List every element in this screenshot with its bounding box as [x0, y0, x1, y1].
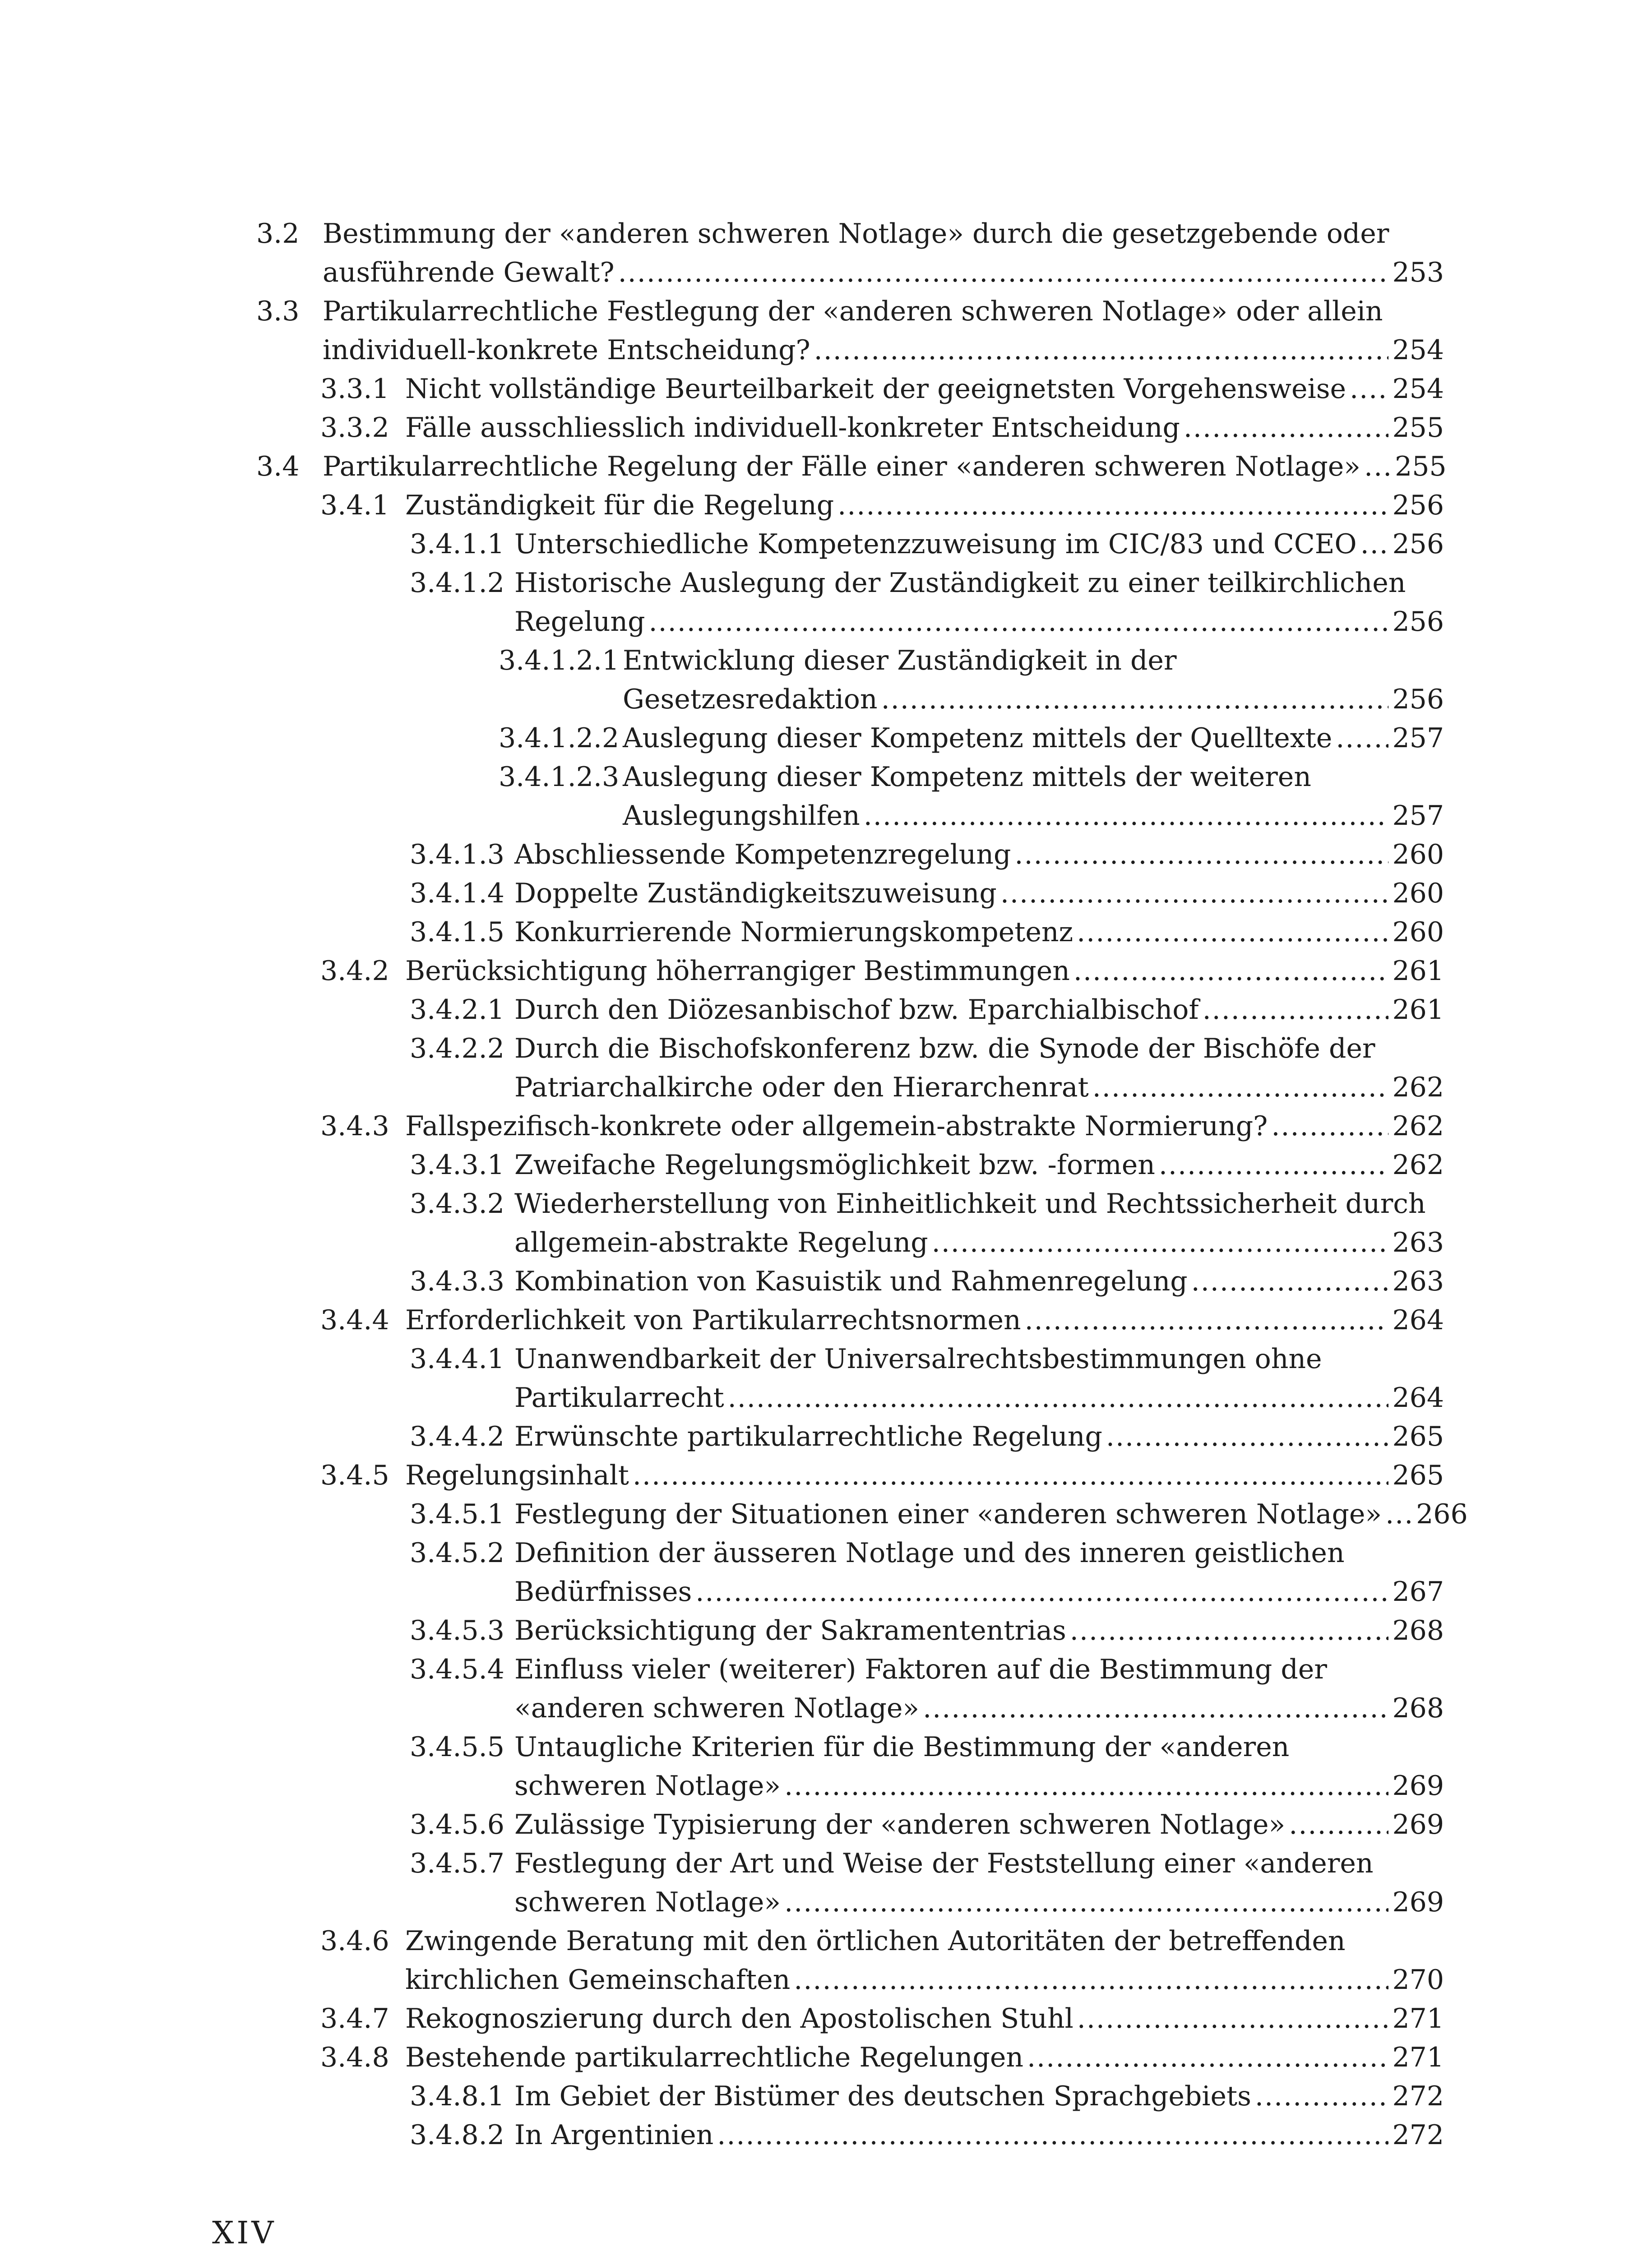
dot-leader [633, 1456, 1389, 1495]
toc-entry-title [514, 1495, 1468, 1534]
toc-entry-last-line [514, 1572, 1444, 1611]
toc-entry-number: 3.4.4.1 [410, 1343, 504, 1375]
toc-entry-page: 265 [1392, 1460, 1444, 1491]
toc-entry-title-text: schweren Notlage» [514, 1770, 781, 1802]
toc-entry-number: 3.4.1 [320, 490, 389, 521]
toc-entry-title-line: Historische Auslegung der Zuständigkeit zu einer teilkirchlichen [514, 567, 1406, 599]
toc-entry-number: 3.4.5.6 [410, 1809, 504, 1840]
toc-entry-number: 3.4.5.2 [410, 1537, 504, 1569]
toc-entry-title-text: Partikularrecht [514, 1382, 724, 1414]
dot-leader [1027, 2038, 1388, 2077]
toc-entry[interactable] [0, 1417, 1652, 1456]
toc-entry-page: 262 [1392, 1149, 1444, 1181]
toc-entry-number: 3.4.3 [320, 1110, 389, 1142]
toc-entry-title [514, 1417, 1444, 1456]
toc-entry-last-line [514, 1417, 1444, 1456]
dot-leader [1289, 1805, 1388, 1844]
toc-entry-title-text: Durch den Diözesanbischof bzw. Eparchialbischof [514, 994, 1199, 1026]
toc-entry-title-line: Auslegung dieser Kompetenz mittels der weiteren [623, 761, 1311, 793]
toc-entry-last-line [514, 835, 1444, 874]
toc-entry-number: 3.4.8 [320, 2042, 389, 2073]
toc-entry[interactable] [0, 835, 1652, 874]
toc-entry-page: 256 [1392, 528, 1444, 560]
toc-entry[interactable] [0, 2077, 1652, 2116]
toc-entry[interactable] [0, 990, 1652, 1029]
toc-entry-last-line [514, 1262, 1444, 1301]
toc-entry-last-line [514, 1495, 1468, 1534]
toc-entry-title-text: Auslegungshilfen [623, 800, 860, 832]
toc-entry-title-text: Zulässige Typisierung der «anderen schweren Notlage» [514, 1809, 1286, 1840]
dot-leader [1077, 913, 1388, 952]
page-number: XIV [212, 2215, 277, 2251]
toc-entry-number: 3.4.1.2.1 [499, 645, 620, 676]
toc-entry-title-line: Unanwendbarkeit der Universalrechtsbestimmungen ohne [514, 1343, 1322, 1375]
toc-entry-title-line: Partikularrechtliche Festlegung der «anderen schweren Notlage» oder allein [323, 296, 1383, 327]
toc-entry-title [514, 1534, 1444, 1611]
toc-entry-page: 269 [1392, 1809, 1444, 1840]
toc-entry-title [405, 1922, 1444, 1999]
toc-entry-number: 3.3.1 [320, 373, 389, 405]
dot-leader [838, 486, 1388, 525]
toc-entry-title-text: individuell-konkrete Entscheidung? [323, 334, 810, 366]
dot-leader [1336, 719, 1388, 758]
dot-leader [1077, 1999, 1389, 2038]
toc-entry[interactable] [0, 1534, 1652, 1611]
toc-entry-title [514, 1146, 1444, 1184]
toc-entry-title-text: Unterschiedliche Kompetenzzuweisung im CIC/83 und CCEO [514, 528, 1357, 560]
toc-entry-last-line [514, 1378, 1444, 1417]
toc-entry-last-line [405, 1107, 1444, 1146]
dot-leader [1360, 525, 1389, 564]
dot-leader [814, 331, 1389, 370]
toc-entry[interactable] [0, 1495, 1652, 1534]
toc-entry-title-text: Zuständigkeit für die Regelung [405, 490, 834, 521]
toc-entry-title-text: Bestehende partikularrechtliche Regelungen [405, 2042, 1023, 2073]
toc-entry-title-line: Festlegung der Art und Weise der Feststellung einer «anderen [514, 1848, 1374, 1879]
toc-entry-title [514, 1611, 1444, 1650]
toc-entry-page: 264 [1392, 1304, 1444, 1336]
toc-entry-last-line [405, 486, 1444, 525]
toc-entry-title-text: ausführende Gewalt? [323, 257, 615, 288]
toc-entry-page: 255 [1395, 451, 1447, 482]
toc-entry[interactable] [0, 292, 1652, 370]
toc-entry[interactable] [0, 913, 1652, 952]
toc-entry-title [514, 874, 1444, 913]
toc-entry[interactable] [0, 2116, 1652, 2154]
toc-entry-last-line [405, 408, 1444, 447]
toc-entry-number: 3.4.8.1 [410, 2080, 504, 2112]
toc-entry-title [514, 1844, 1444, 1922]
toc-entry[interactable] [0, 1107, 1652, 1146]
toc-entry-number: 3.4.1.2.2 [499, 722, 620, 754]
toc-entry-title [623, 641, 1444, 719]
toc-entry-number: 3.4.3.1 [410, 1149, 504, 1181]
dot-leader [784, 1766, 1388, 1805]
toc-entry-number: 3.4.1.1 [410, 528, 504, 560]
toc-entry[interactable] [0, 952, 1652, 990]
dot-leader [932, 1223, 1389, 1262]
toc-entry-title [514, 1650, 1444, 1728]
toc-entry-number: 3.4.1.2 [410, 567, 504, 599]
toc-entry-title [514, 1728, 1444, 1805]
toc-entry[interactable] [0, 1922, 1652, 1999]
toc-entry-page: 256 [1392, 490, 1444, 521]
toc-entry[interactable] [0, 1262, 1652, 1301]
toc-entry-number: 3.4.1.2.3 [499, 761, 620, 793]
toc-entry[interactable] [0, 1999, 1652, 2038]
toc-entry[interactable] [0, 1611, 1652, 1650]
toc-entry-title [405, 486, 1444, 525]
dot-leader [1000, 874, 1389, 913]
dot-leader [923, 1689, 1388, 1728]
toc-entry-page: 263 [1392, 1266, 1444, 1297]
toc-entry-title-text: Abschliessende Kompetenzregelung [514, 839, 1011, 870]
toc-entry-title-line: Bestimmung der «anderen schweren Notlage» durch die gesetzgebende oder [323, 218, 1389, 250]
table-of-contents [0, 214, 1652, 2154]
dot-leader [1191, 1262, 1389, 1301]
toc-entry-title [323, 214, 1444, 292]
toc-entry-title-text: «anderen schweren Notlage» [514, 1692, 920, 1724]
dot-leader [1025, 1301, 1389, 1340]
dot-leader [1255, 2077, 1389, 2116]
toc-entry-page: 256 [1392, 684, 1444, 715]
dot-leader [1203, 990, 1389, 1029]
toc-entry-page: 254 [1392, 373, 1444, 405]
toc-entry-page: 260 [1392, 839, 1444, 870]
toc-entry-title [514, 2077, 1444, 2116]
toc-entry[interactable] [0, 2038, 1652, 2077]
toc-entry-title [323, 447, 1447, 486]
toc-entry-last-line [514, 913, 1444, 952]
toc-entry[interactable] [0, 1456, 1652, 1495]
toc-entry-last-line [405, 370, 1444, 408]
toc-entry[interactable] [0, 408, 1652, 447]
toc-entry-title [514, 1262, 1444, 1301]
dot-leader [695, 1572, 1388, 1611]
toc-entry[interactable] [0, 564, 1652, 641]
toc-entry-title-text: Regelungsinhalt [405, 1460, 629, 1491]
dot-leader [1271, 1107, 1388, 1146]
dot-leader [784, 1883, 1388, 1922]
dot-leader [1070, 1611, 1389, 1650]
toc-entry-last-line [514, 1766, 1444, 1805]
dot-leader [881, 680, 1389, 719]
toc-entry-title [405, 408, 1444, 447]
toc-entry-title [323, 292, 1444, 370]
toc-entry-title-text: Partikularrechtliche Regelung der Fälle einer «anderen schweren Notlage» [323, 451, 1361, 482]
toc-entry-number: 3.4.5.3 [410, 1615, 504, 1646]
toc-entry[interactable] [0, 1184, 1652, 1262]
toc-entry-number: 3.4.5.4 [410, 1654, 504, 1685]
toc-entry-title [405, 1301, 1444, 1340]
toc-entry-title [514, 835, 1444, 874]
toc-entry-title [405, 2038, 1444, 2077]
toc-entry-title-text: allgemein-abstrakte Regelung [514, 1227, 928, 1258]
dot-leader [794, 1960, 1388, 1999]
dot-leader [1385, 1495, 1412, 1534]
toc-entry-last-line [514, 1146, 1444, 1184]
toc-entry-number: 3.4.3.3 [410, 1266, 504, 1297]
toc-entry-title-text: Erwünschte partikularrechtliche Regelung [514, 1421, 1102, 1452]
toc-entry-last-line [514, 1689, 1444, 1728]
toc-entry-page: 272 [1392, 2080, 1444, 2112]
toc-entry-title-text: Berücksichtigung der Sakramententrias [514, 1615, 1066, 1646]
toc-entry-last-line [405, 1999, 1444, 2038]
toc-entry-page: 271 [1392, 2003, 1444, 2034]
toc-entry-last-line [323, 253, 1444, 292]
toc-entry[interactable] [0, 1805, 1652, 1844]
toc-entry-last-line [514, 990, 1444, 1029]
toc-entry-number: 3.4.2.1 [410, 994, 504, 1026]
toc-entry-title-text: Doppelte Zuständigkeitszuweisung [514, 878, 997, 909]
toc-entry-page: 262 [1392, 1110, 1444, 1142]
toc-entry-last-line [323, 447, 1447, 486]
toc-entry-page: 265 [1392, 1421, 1444, 1452]
toc-entry[interactable] [0, 719, 1652, 758]
toc-entry-title-text: Konkurrierende Normierungskompetenz [514, 916, 1074, 948]
toc-entry[interactable] [0, 447, 1652, 486]
toc-entry-page: 266 [1416, 1498, 1468, 1530]
dot-leader [1092, 1068, 1389, 1107]
toc-entry[interactable] [0, 1340, 1652, 1417]
toc-entry-page: 263 [1392, 1227, 1444, 1258]
toc-entry-last-line [514, 525, 1444, 564]
toc-entry-title-text: Erforderlichkeit von Partikularrechtsnormen [405, 1304, 1021, 1336]
toc-entry-number: 3.3.2 [320, 412, 389, 444]
toc-entry-title-line: Untaugliche Kriterien für die Bestimmung der «anderen [514, 1731, 1290, 1763]
toc-entry-title-text: Zweifache Regelungsmöglichkeit bzw. -formen [514, 1149, 1155, 1181]
toc-entry-number: 3.4.4 [320, 1304, 389, 1336]
toc-entry-number: 3.4.1.5 [410, 916, 504, 948]
toc-entry-last-line [405, 952, 1444, 990]
toc-entry-title-line: Entwicklung dieser Zuständigkeit in der [623, 645, 1177, 676]
toc-entry-last-line [405, 1301, 1444, 1340]
dot-leader [717, 2116, 1388, 2154]
toc-entry-title-text: schweren Notlage» [514, 1886, 781, 1918]
toc-entry-last-line [514, 1883, 1444, 1922]
toc-entry-last-line [323, 331, 1444, 370]
toc-entry-number: 3.4.2 [320, 955, 389, 987]
toc-entry-last-line [514, 2116, 1444, 2154]
toc-entry-title-text: Nicht vollständige Beurteilbarkeit der geeignetsten Vorgehensweise [405, 373, 1346, 405]
dot-leader [1364, 447, 1391, 486]
toc-entry-title-text: Festlegung der Situationen einer «anderen schweren Notlage» [514, 1498, 1382, 1530]
toc-entry-page: 260 [1392, 916, 1444, 948]
toc-entry-page: 269 [1392, 1886, 1444, 1918]
toc-entry-number: 3.4.8.2 [410, 2119, 504, 2151]
toc-entry-number: 3.3 [256, 296, 300, 327]
dot-leader [1350, 370, 1388, 408]
toc-entry-number: 3.4.4.2 [410, 1421, 504, 1452]
toc-entry-number: 3.4.3.2 [410, 1188, 504, 1220]
toc-entry-title [514, 525, 1444, 564]
dot-leader [1184, 408, 1389, 447]
toc-entry[interactable] [0, 214, 1652, 292]
toc-entry-page: 271 [1392, 2042, 1444, 2073]
toc-entry-title [405, 370, 1444, 408]
toc-entry-title [623, 719, 1444, 758]
toc-entry-title-text: Fälle ausschliesslich individuell-konkreter Entscheidung [405, 412, 1180, 444]
toc-entry[interactable] [0, 1728, 1652, 1805]
toc-entry-page: 254 [1392, 334, 1444, 366]
dot-leader [1014, 835, 1388, 874]
toc-entry-number: 3.4.5.7 [410, 1848, 504, 1879]
toc-entry-number: 3.4.5.1 [410, 1498, 504, 1530]
toc-entry-title [514, 913, 1444, 952]
toc-entry-last-line [514, 1223, 1444, 1262]
toc-entry-title-text: Berücksichtigung höherrangiger Bestimmungen [405, 955, 1070, 987]
toc-entry-page: 267 [1392, 1576, 1444, 1608]
toc-entry-number: 3.2 [256, 218, 300, 250]
toc-entry-title [514, 2116, 1444, 2154]
toc-entry[interactable] [0, 1301, 1652, 1340]
toc-entry-page: 255 [1392, 412, 1444, 444]
toc-entry-last-line [623, 796, 1444, 835]
toc-entry-number: 3.4.5.5 [410, 1731, 504, 1763]
toc-entry[interactable] [0, 1650, 1652, 1728]
toc-entry[interactable] [0, 874, 1652, 913]
toc-entry-title-text: Im Gebiet der Bistümer des deutschen Sprachgebiets [514, 2080, 1251, 2112]
toc-entry-title-text: kirchlichen Gemeinschaften [405, 1964, 791, 1996]
toc-entry-title-text: Rekognoszierung durch den Apostolischen Stuhl [405, 2003, 1074, 2034]
toc-entry-page: 261 [1392, 994, 1444, 1026]
toc-entry-page: 268 [1392, 1692, 1444, 1724]
toc-entry-last-line [405, 1960, 1444, 1999]
toc-entry-last-line [514, 874, 1444, 913]
toc-entry-last-line [514, 2077, 1444, 2116]
toc-entry-page: 268 [1392, 1615, 1444, 1646]
toc-entry-title [514, 990, 1444, 1029]
toc-entry-title-line: Definition der äusseren Notlage und des inneren geistlichen [514, 1537, 1345, 1569]
dot-leader [1159, 1146, 1389, 1184]
toc-entry-title [514, 1029, 1444, 1107]
toc-entry-number: 3.4.7 [320, 2003, 389, 2034]
toc-entry-title [405, 1107, 1444, 1146]
toc-entry-page: 256 [1392, 606, 1444, 638]
toc-entry-last-line [514, 1805, 1444, 1844]
toc-entry[interactable] [0, 486, 1652, 525]
toc-entry-title [514, 564, 1444, 641]
dot-leader [618, 253, 1389, 292]
toc-entry-title [514, 1184, 1444, 1262]
toc-entry[interactable] [0, 1146, 1652, 1184]
toc-entry-number: 3.4.1.4 [410, 878, 504, 909]
dot-leader [1106, 1417, 1389, 1456]
toc-entry-page: 264 [1392, 1382, 1444, 1414]
toc-entry-number: 3.4 [256, 451, 300, 482]
toc-entry-title-line: Wiederherstellung von Einheitlichkeit und Rechtssicherheit durch [514, 1188, 1426, 1220]
toc-entry-last-line [623, 680, 1444, 719]
toc-entry-title-text: Gesetzesredaktion [623, 684, 878, 715]
toc-entry-title-text: In Argentinien [514, 2119, 714, 2151]
toc-entry-number: 3.4.6 [320, 1925, 389, 1957]
dot-leader [1074, 952, 1389, 990]
toc-entry-last-line [514, 1068, 1444, 1107]
toc-entry[interactable] [0, 525, 1652, 564]
toc-entry[interactable] [0, 641, 1652, 719]
toc-entry-title-text: Patriarchalkirche oder den Hierarchenrat [514, 1072, 1089, 1103]
toc-entry[interactable] [0, 1844, 1652, 1922]
toc-entry-page: 272 [1392, 2119, 1444, 2151]
toc-entry[interactable] [0, 758, 1652, 835]
dot-leader [728, 1378, 1389, 1417]
toc-entry-page: 253 [1392, 257, 1444, 288]
toc-entry-number: 3.4.1.3 [410, 839, 504, 870]
toc-entry-last-line [514, 602, 1444, 641]
toc-entry-number: 3.4.5 [320, 1460, 389, 1491]
toc-entry-title-text: Kombination von Kasuistik und Rahmenregelung [514, 1266, 1188, 1297]
toc-entry-title [405, 1456, 1444, 1495]
toc-entry-title-text: Fallspezifisch-konkrete oder allgemein-abstrakte Normierung? [405, 1110, 1268, 1142]
toc-entry-title-text: Regelung [514, 606, 645, 638]
toc-entry[interactable] [0, 1029, 1652, 1107]
dot-leader [864, 796, 1389, 835]
toc-entry-page: 260 [1392, 878, 1444, 909]
toc-entry[interactable] [0, 370, 1652, 408]
toc-entry-title-text: Auslegung dieser Kompetenz mittels der Quelltexte [623, 722, 1333, 754]
toc-entry-number: 3.4.2.2 [410, 1033, 504, 1064]
dot-leader [648, 602, 1388, 641]
toc-entry-page: 262 [1392, 1072, 1444, 1103]
toc-entry-last-line [623, 719, 1444, 758]
toc-entry-title [514, 1805, 1444, 1844]
toc-entry-last-line [405, 2038, 1444, 2077]
toc-entry-title-line: Zwingende Beratung mit den örtlichen Autoritäten der betreffenden [405, 1925, 1346, 1957]
toc-entry-title [514, 1340, 1444, 1417]
toc-entry-title [405, 1999, 1444, 2038]
toc-entry-title-text: Bedürfnisses [514, 1576, 692, 1608]
toc-entry-title [405, 952, 1444, 990]
toc-entry-page: 270 [1392, 1964, 1444, 1996]
toc-entry-page: 261 [1392, 955, 1444, 987]
toc-entry-title-line: Einfluss vieler (weiterer) Faktoren auf die Bestimmung der [514, 1654, 1327, 1685]
toc-entry-title-line: Durch die Bischofskonferenz bzw. die Synode der Bischöfe der [514, 1033, 1375, 1064]
toc-entry-page: 269 [1392, 1770, 1444, 1802]
toc-entry-page: 257 [1392, 800, 1444, 832]
toc-entry-title [623, 758, 1444, 835]
toc-entry-last-line [405, 1456, 1444, 1495]
toc-entry-last-line [514, 1611, 1444, 1650]
toc-entry-page: 257 [1392, 722, 1444, 754]
